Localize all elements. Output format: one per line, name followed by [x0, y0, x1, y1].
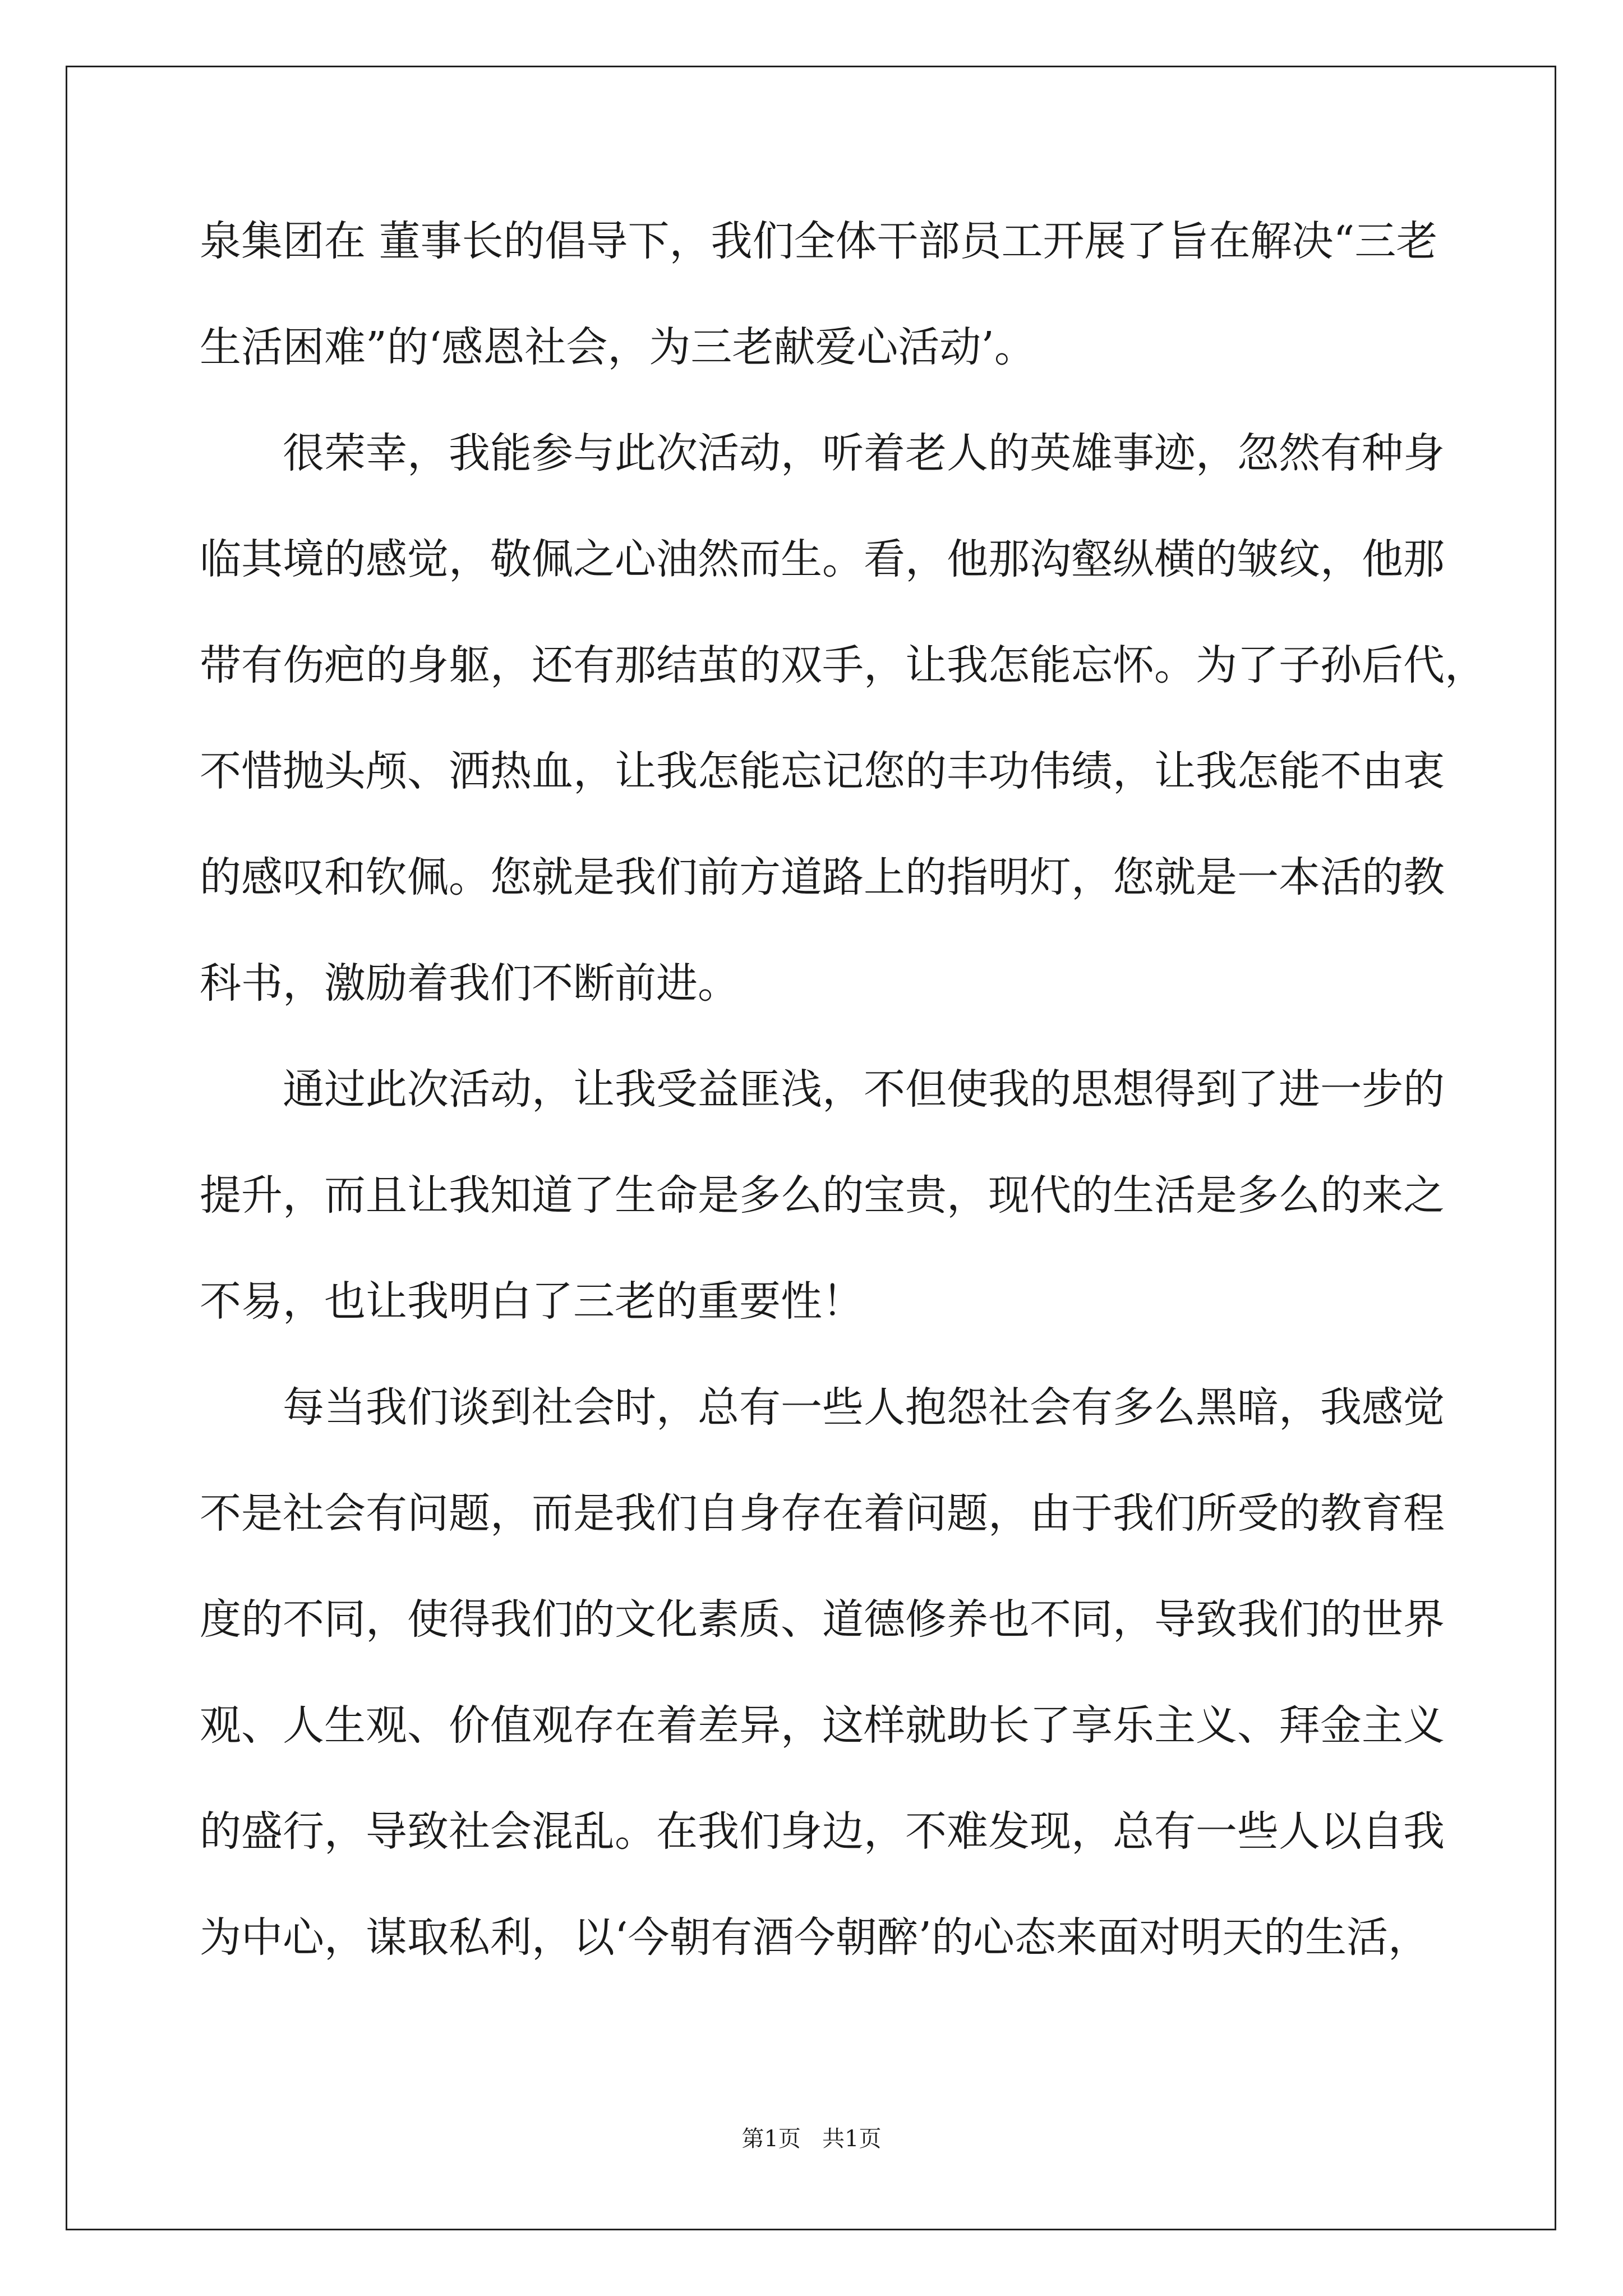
text-line: 科书，激励着我们不断前进。 — [200, 959, 739, 1007]
text-line: 为中心，谋取私利，以‘今朝有酒今朝醉’的心态来面对明天的生活， — [200, 1913, 1430, 1962]
text-line: 不惜抛头颅、洒热血，让我怎能忘记您的丰功伟绩，让我怎能不由衷 — [200, 747, 1445, 795]
document-body — [200, 213, 1486, 2016]
text-line: 的感叹和钦佩。您就是我们前方道路上的指明灯，您就是一本活的教 — [200, 853, 1445, 901]
text-line: 提升，而且让我知道了生命是多么的宝贵，现代的生活是多么的来之 — [200, 1171, 1445, 1220]
text-line: 生活困难”的‘感恩社会，为三老献爱心活动’。 — [200, 323, 1036, 371]
text-line: 的盛行，导致社会混乱。在我们身边，不难发现，总有一些人以自我 — [200, 1807, 1445, 1856]
text-line: 不是社会有问题，而是我们自身存在着问题，由于我们所受的教育程 — [200, 1489, 1445, 1538]
text-line: 带有伤疤的身躯，还有那结茧的双手，让我怎能忘怀。为了子孙后代， — [200, 641, 1486, 689]
page-number-footer: 第1页 共1页 — [741, 2126, 882, 2152]
paragraph-start-line: 每当我们谈到社会时，总有一些人抱怨社会有多么黑暗，我感觉 — [283, 1383, 1445, 1432]
paragraph-start-line: 通过此次活动，让我受益匪浅，不但使我的思想得到了进一步的 — [283, 1065, 1445, 1114]
text-line: 泉集团在 董事长的倡导下，我们全体干部员工开展了旨在解决“三老 — [200, 217, 1438, 265]
text-line: 度的不同，使得我们的文化素质、道德修养也不同，导致我们的世界 — [200, 1595, 1445, 1644]
text-line: 临其境的感觉，敬佩之心油然而生。看，他那沟壑纵横的皱纹，他那 — [200, 535, 1445, 583]
text-line: 观、人生观、价值观存在着差异，这样就助长了享乐主义、拜金主义 — [200, 1701, 1445, 1750]
paragraph-start-line: 很荣幸，我能参与此次活动，听着老人的英雄事迹，忽然有种身 — [283, 429, 1445, 477]
text-line: 不易，也让我明白了三老的重要性！ — [200, 1277, 864, 1326]
